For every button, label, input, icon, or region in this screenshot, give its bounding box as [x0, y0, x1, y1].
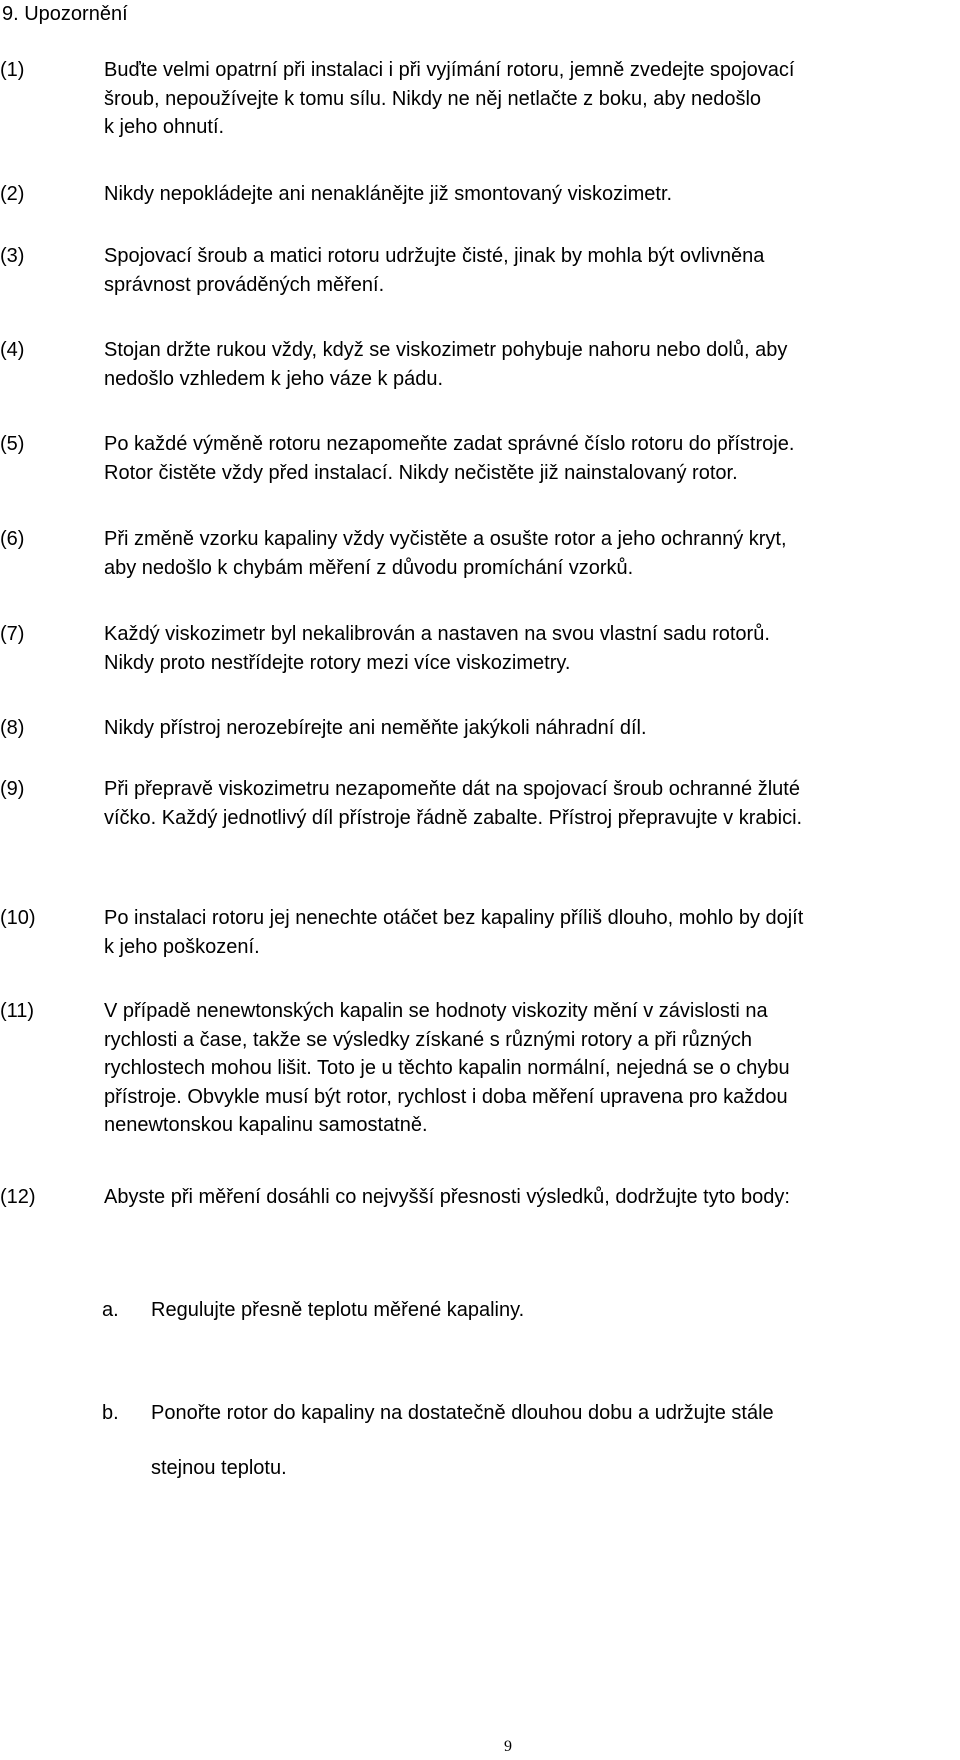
subitem-text: Regulujte přesně teplotu měřené kapaliny.: [151, 1299, 525, 1321]
item-number: (11): [0, 1000, 35, 1022]
item-number: (12): [0, 1186, 36, 1208]
item-text: Po instalaci rotoru jej nenechte otáčet bez kapaliny příliš dlouho, mohlo by dojít k jeho poškození.: [104, 907, 804, 958]
item-text: Po každé výměně rotoru nezapomeňte zadat správné číslo rotoru do přístroje. Rotor čistěte vždy před instalací. Nikdy nečistěte již nainstalovaný rotor.: [104, 433, 795, 484]
item-number: (5): [0, 433, 25, 455]
item-text: Nikdy přístroj nerozebírejte ani neměňte jakýkoli náhradní díl.: [104, 717, 647, 739]
list-item-2: [0, 180, 960, 209]
item-number: (8): [0, 717, 25, 739]
item-text: Každý viskozimetr byl nekalibrován a nastaven na svou vlastní sadu rotorů. Nikdy proto nestřídejte rotory mezi více viskozimetry.: [104, 623, 770, 674]
item-number: (10): [0, 907, 36, 929]
item-number: (7): [0, 623, 25, 645]
list-item-11: [0, 997, 960, 1140]
list-item-5: [0, 430, 960, 487]
subitem-text: Ponořte rotor do kapaliny na dostatečně dlouhou dobu a udržujte stále stejnou teplotu.: [151, 1402, 774, 1479]
item-number: (9): [0, 778, 25, 800]
item-number: (6): [0, 528, 25, 550]
page-number: 9: [504, 1738, 512, 1755]
list-item-8: [0, 714, 960, 743]
item-number: (4): [0, 339, 25, 361]
item-text: Stojan držte rukou vždy, když se viskozimetr pohybuje nahoru nebo dolů, aby nedošlo vzhledem k jeho váze k pádu.: [104, 339, 788, 390]
item-text: Abyste při měření dosáhli co nejvyšší přesnosti výsledků, dodržujte tyto body:: [104, 1186, 790, 1208]
list-item-4: [0, 336, 960, 393]
item-number: (1): [0, 59, 25, 81]
list-item-10: [0, 904, 960, 961]
item-text: V případě nenewtonských kapalin se hodnoty viskozity mění v závislosti na rychlosti a čase, takže se výsledky získané s různými rotory a při různých rychlostech mohou lišit. Toto je u těchto kapalin normální, nejedná se o chybu přístroje. Obvykle musí být rotor, rychlost i doba měření upravena pro každou nenewtonskou kapalinu samostatně.: [104, 1000, 790, 1136]
sublist-item-a: [102, 1296, 952, 1324]
list-item-9: [0, 775, 960, 832]
list-item-6: [0, 525, 960, 582]
item-text: Buďte velmi opatrní při instalaci i při vyjímání rotoru, jemně zvedejte spojovací šroub, nepoužívejte k tomu sílu. Nikdy ne něj netlačte z boku, aby nedošlo k jeho ohnutí.: [104, 59, 795, 138]
list-item-7: [0, 620, 960, 677]
subitem-letter: a.: [102, 1299, 119, 1321]
item-number: (2): [0, 183, 25, 205]
item-text: Při přepravě viskozimetru nezapomeňte dát na spojovací šroub ochranné žluté víčko. Každý jednotlivý díl přístroje řádně zabalte. Přístroj přepravujte v krabici.: [104, 778, 803, 829]
subitem-letter: b.: [102, 1402, 119, 1424]
list-item-3: [0, 242, 960, 299]
item-text: Nikdy nepokládejte ani nenaklánějte již smontovaný viskozimetr.: [104, 183, 673, 205]
list-item-12: [0, 1183, 960, 1212]
list-item-1: [0, 56, 960, 142]
sublist-item-b: [102, 1386, 952, 1496]
item-text: Spojovací šroub a matici rotoru udržujte čisté, jinak by mohla být ovlivněna správnost prováděných měření.: [104, 245, 765, 296]
item-number: (3): [0, 245, 25, 267]
item-text: Při změně vzorku kapaliny vždy vyčistěte a osušte rotor a jeho ochranný kryt, aby nedošlo k chybám měření z důvodu promíchání vzorků.: [104, 528, 787, 579]
section-heading: 9. Upozornění: [2, 3, 128, 25]
